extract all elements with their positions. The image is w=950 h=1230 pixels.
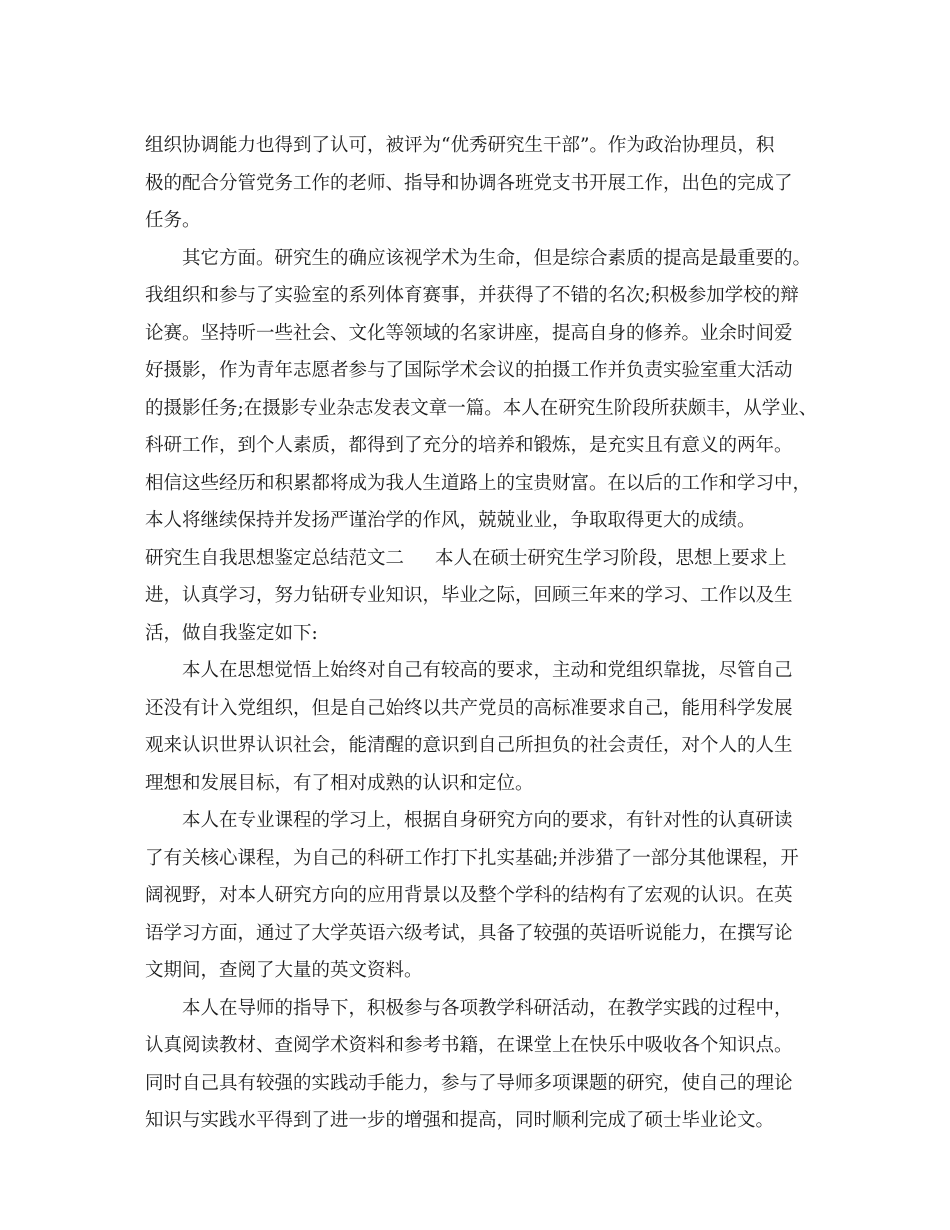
text-line: 理想和发展目标，有了相对成熟的认识和定位。 bbox=[145, 773, 534, 794]
text-line: 文期间，查阅了大量的英文资料。 bbox=[145, 960, 423, 981]
text-line: 语学习方面，通过了大学英语六级考试，具备了较强的英语听说能力，在撰写论 bbox=[145, 923, 793, 944]
text-line: 组织协调能力也得到了认可，被评为“优秀研究生干部”。作为政治协理员，积 bbox=[145, 135, 775, 156]
text-line: 的摄影任务;在摄影专业杂志发表文章一篇。本人在研究生阶段所获颇丰，从学业、 bbox=[145, 398, 818, 419]
text-line: 知识与实践水平得到了进一步的增强和提高，同时顺利完成了硕士毕业论文。 bbox=[145, 1110, 775, 1131]
text-line: 论赛。坚持听一些社会、文化等领域的名家讲座，提高自身的修养。业余时间爱 bbox=[145, 323, 793, 344]
text-line: 本人在导师的指导下，积极参与各项教学科研活动，在教学实践的过程中， bbox=[182, 998, 793, 1019]
section-heading: 研究生自我思想鉴定总结范文二 bbox=[145, 548, 405, 569]
text-line: 相信这些经历和积累都将成为我人生道路上的宝贵财富。在以后的工作和学习中， bbox=[145, 473, 812, 494]
text-line: 极的配合分管党务工作的老师、指导和协调各班党支书开展工作，出色的完成了 bbox=[145, 173, 793, 194]
text-line: 好摄影，作为青年志愿者参与了国际学术会议的拍摄工作并负责实验室重大活动 bbox=[145, 360, 793, 381]
text-line: 还没有计入党组织，但是自己始终以共产党员的高标准要求自己，能用科学发展 bbox=[145, 698, 793, 719]
text-line: 本人在专业课程的学习上，根据自身研究方向的要求，有针对性的认真研读 bbox=[182, 810, 793, 831]
text-line: 本人将继续保持并发扬严谨治学的作风，兢兢业业，争取取得更大的成绩。 bbox=[145, 510, 756, 531]
text-line: 本人在思想觉悟上始终对自己有较高的要求，主动和党组织靠拢，尽管自己 bbox=[182, 660, 793, 681]
text-line: 观来认识世界认识社会，能清醒的意识到自己所担负的社会责任，对个人的人生 bbox=[145, 735, 793, 756]
text-line: 认真阅读教材、查阅学术资料和参考书籍，在课堂上在快乐中吸收各个知识点。 bbox=[145, 1035, 793, 1056]
text-line: 活，做自我鉴定如下: bbox=[145, 623, 318, 644]
text-line: 了有关核心课程，为自己的科研工作打下扎实基础;并涉猎了一部分其他课程，开 bbox=[145, 848, 799, 869]
text-line: 其它方面。研究生的确应该视学术为生命，但是综合素质的提高是最重要的。 bbox=[182, 248, 812, 269]
text-line-continuation: 本人在硕士研究生学习阶段，思想上要求上 bbox=[435, 548, 787, 569]
text-line: 阔视野，对本人研究方向的应用背景以及整个学科的结构有了宏观的认识。在英 bbox=[145, 885, 793, 906]
text-line: 我组织和参与了实验室的系列体育赛事，并获得了不错的名次;积极参加学校的辩 bbox=[145, 285, 799, 306]
text-line: 科研工作，到个人素质，都得到了充分的培养和锻炼，是充实且有意义的两年。 bbox=[145, 435, 793, 456]
text-line: 进，认真学习，努力钻研专业知识，毕业之际，回顾三年来的学习、工作以及生 bbox=[145, 585, 793, 606]
text-line bbox=[0, 546, 950, 572]
text-line: 同时自己具有较强的实践动手能力，参与了导师多项课题的研究，使自己的理论 bbox=[145, 1073, 793, 1094]
text-line: 任务。 bbox=[145, 210, 201, 231]
